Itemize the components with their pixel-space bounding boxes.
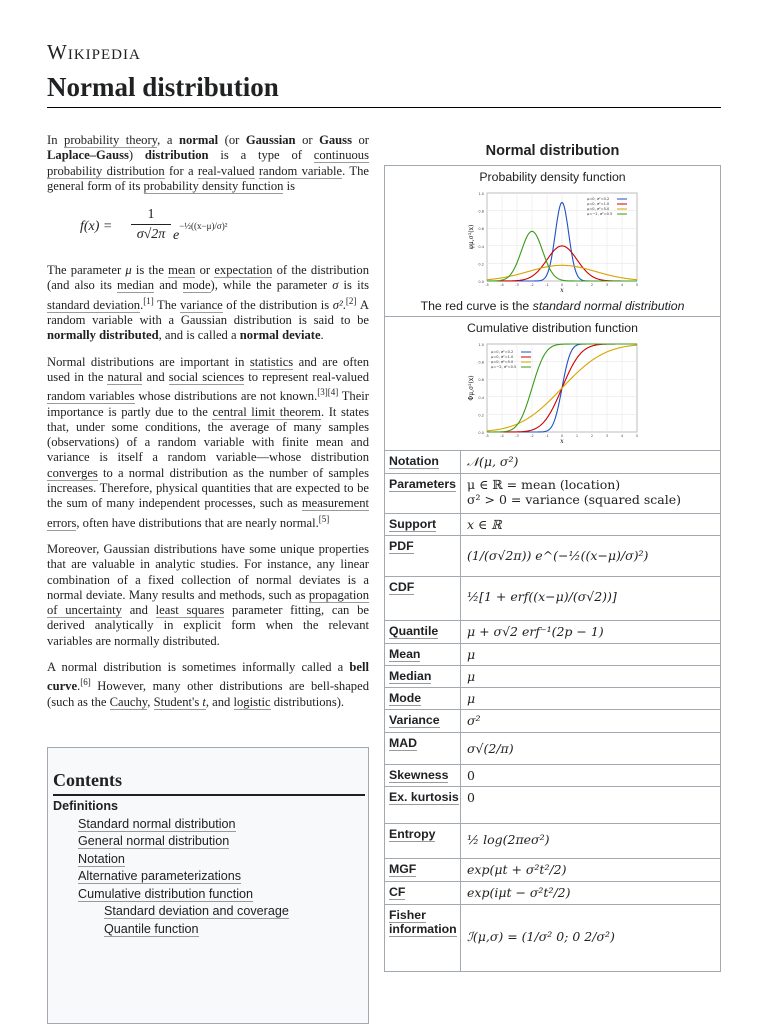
row-key — [385, 905, 461, 971]
text: , — [147, 694, 154, 709]
text: A random variable with a Gaussian distribution is said to be — [47, 297, 370, 328]
text: and are often used in the — [47, 354, 369, 384]
row-key — [385, 787, 461, 823]
row-value: (1/(σ√2π)) e^(−½((x−μ)/σ)²) — [467, 548, 649, 563]
link-probability-density-function[interactable]: probability density function — [143, 178, 284, 193]
text: t — [202, 694, 206, 709]
row-median — [385, 666, 720, 688]
row-key-label[interactable]: Ex. kurtosis — [389, 790, 459, 804]
infobox-table — [384, 165, 721, 972]
toc-item-definitions[interactable]: Definitions — [53, 799, 119, 813]
formula-e: e — [173, 228, 180, 244]
toc-item-label: Alternative parameterizations — [78, 869, 242, 883]
wordmark-text: Wikipedia — [47, 40, 141, 64]
x-tick-label: 2 — [590, 434, 594, 438]
x-axis-label: x — [560, 287, 564, 294]
text: of the distribution (and also its — [47, 263, 369, 293]
intro-paragraph-1 — [47, 133, 369, 194]
text: distributions). — [270, 694, 345, 709]
formula-exponential — [173, 219, 227, 243]
intro-paragraph-2 — [47, 263, 369, 343]
row-value: μ — [467, 691, 476, 706]
row-value: ½ log(2πeσ²) — [467, 832, 550, 847]
row-mgf — [385, 859, 720, 882]
y-axis-label: Φμ,σ²(x) — [468, 375, 475, 401]
param-sigma: σ² > 0 = variance (squared scale) — [467, 492, 681, 507]
table-of-contents — [47, 747, 369, 1024]
row-value: 0 — [467, 768, 475, 783]
symbol-sigma-squared: σ² — [332, 297, 343, 312]
title-divider — [47, 107, 721, 108]
x-tick-label: 5 — [635, 283, 639, 287]
row-key — [385, 644, 461, 665]
link-measurement-errors[interactable]: measurement errors — [47, 496, 369, 530]
cdf-chart[interactable] — [465, 338, 640, 448]
link-random-variable[interactable]: random variable — [258, 163, 343, 178]
row-key — [385, 451, 461, 473]
x-tick-label: -4 — [500, 283, 504, 287]
text: The parameter — [47, 263, 126, 278]
toc-list — [53, 798, 365, 938]
text: and — [154, 278, 183, 293]
x-tick-label: -2 — [530, 434, 534, 438]
row-value: x ∈ ℝ — [467, 517, 502, 532]
row-key-label[interactable]: Notation — [389, 454, 439, 468]
text: . — [140, 297, 144, 312]
text: (or — [218, 133, 246, 147]
row-value: 𝒩(μ, σ²) — [467, 454, 519, 469]
row-entropy — [385, 824, 720, 859]
formula-fraction — [131, 207, 171, 243]
row-key — [385, 577, 461, 620]
intro-paragraph-5 — [47, 660, 369, 710]
row-value: 0 — [467, 790, 475, 805]
x-tick-label: -3 — [515, 434, 519, 438]
infobox — [384, 133, 721, 972]
row-value: σ√(2/π) — [467, 741, 514, 756]
row-mean — [385, 644, 720, 666]
toc-title: Contents — [53, 770, 123, 790]
symbol-sigma: σ — [332, 278, 339, 293]
toc-item-label: Quantile function — [104, 921, 199, 936]
term-gaussian: Gaussian — [245, 133, 296, 147]
y-tick-label: 0.8 — [478, 360, 484, 365]
text: of the distribution is — [222, 297, 333, 312]
link-continuous-probability-distribution[interactable]: continuous probability distribution — [47, 148, 370, 178]
row-key-label[interactable]: Skewness — [389, 768, 449, 782]
row-value: μ — [467, 669, 476, 684]
text: to represent real-valued — [244, 369, 369, 384]
text: . — [320, 328, 324, 343]
term-bell-curve: bell curve — [47, 660, 369, 694]
text: A normal distribution is sometimes informally called a — [47, 660, 350, 675]
x-tick-label: 1 — [575, 283, 579, 287]
text: Normal distributions are important in — [47, 354, 250, 369]
toc-item-label: Standard normal distribution — [78, 816, 236, 831]
text: is — [283, 178, 296, 193]
link-median[interactable]: median — [117, 278, 155, 293]
row-key — [385, 882, 461, 904]
text: Moreover, Gaussian distributions have some unique properties that are valuable in analytic studies. For instance, any linear combination of a fixed collection of normal deviates is a normal deviate. Many results and methods, such as — [47, 541, 369, 602]
row-key-label[interactable]: Entropy — [389, 827, 436, 841]
citation-2[interactable]: [2] — [345, 295, 357, 306]
pdf-caption: Probability density function — [479, 170, 626, 184]
legend-label: μ=0, σ²=5.0 — [587, 207, 610, 211]
link-real-valued[interactable]: real-valued — [197, 163, 255, 178]
link-random-variables[interactable]: random variables — [47, 389, 135, 404]
row-mode — [385, 688, 720, 710]
text: and — [121, 603, 156, 618]
text: , a — [157, 133, 179, 147]
intro-paragraph-3 — [47, 355, 369, 531]
x-tick-label: 5 — [635, 434, 639, 438]
formula-numerator: 1 — [131, 207, 171, 225]
y-axis-label: φμ,σ²(x) — [468, 224, 475, 250]
text: . — [342, 297, 346, 312]
toc-item-label: Standard deviation and coverage — [104, 904, 289, 918]
y-tick-label: 0.2 — [478, 262, 484, 267]
row-key-label[interactable]: Parameters — [389, 477, 456, 491]
row-key — [385, 733, 461, 764]
row-value: μ — [467, 647, 476, 662]
text: is its — [338, 278, 369, 293]
row-key-label[interactable]: CDF — [389, 580, 415, 594]
row-key — [385, 824, 461, 858]
row-value: ℐ(μ,σ) = (1/σ² 0; 0 2/σ²) — [467, 929, 615, 944]
y-tick-label: 0.0 — [478, 431, 484, 435]
link-propagation-of-uncertainty[interactable]: propagation of uncertainty — [47, 587, 369, 618]
pdf-formula — [47, 205, 369, 253]
legend-label: μ=0, σ²=0.2 — [587, 197, 610, 201]
legend-label: μ=−2, σ²=0.5 — [587, 212, 613, 216]
x-tick-label: 3 — [605, 434, 609, 438]
term-distribution: distribution — [144, 148, 209, 163]
row-key-label[interactable]: Median — [389, 669, 432, 683]
link-central-limit-theorem[interactable]: central limit theorem — [212, 404, 321, 419]
cdf-section — [385, 317, 720, 451]
link-students-t[interactable] — [154, 695, 206, 710]
x-tick-label: 2 — [590, 283, 594, 287]
toc-item-label: Cumulative distribution function — [78, 886, 254, 901]
citation-1[interactable]: [1] — [143, 295, 154, 306]
row-key-label[interactable]: Fisher information — [389, 908, 457, 936]
x-tick-label: 0 — [560, 283, 564, 287]
y-tick-label: 0.4 — [478, 395, 484, 400]
citation-6[interactable]: [6] — [80, 677, 91, 688]
y-tick-label: 0.4 — [478, 244, 484, 249]
term-normal-deviate: normal deviate — [239, 328, 321, 343]
row-value: σ² — [467, 713, 481, 728]
text: whose distributions are not known. — [134, 389, 318, 404]
row-key-label[interactable]: MAD — [389, 736, 418, 750]
text: ), while the parameter — [210, 278, 333, 293]
y-tick-label: 0.6 — [478, 227, 484, 232]
row-key — [385, 765, 461, 786]
row-key — [385, 666, 461, 687]
x-tick-label: 4 — [620, 283, 624, 287]
legend-label: μ=0, σ²=1.0 — [587, 202, 610, 206]
row-fisher-information — [385, 905, 720, 971]
row-value: exp(iμt − σ²t²/2) — [467, 885, 571, 900]
row-key-label[interactable]: Variance — [389, 713, 440, 727]
x-axis-label: x — [560, 438, 564, 445]
pdf-chart[interactable] — [465, 187, 640, 297]
x-tick-label: -1 — [545, 283, 549, 287]
text: The red curve is the — [420, 299, 533, 313]
link-mode[interactable]: mode — [182, 278, 211, 293]
toc-item[interactable] — [53, 868, 365, 886]
row-value — [461, 474, 681, 513]
citation-3-4[interactable]: [3][4] — [317, 387, 339, 398]
x-tick-label: -5 — [485, 283, 489, 287]
page-title: Normal distribution — [47, 72, 279, 102]
legend-label: μ=0, σ²=5.0 — [491, 360, 514, 364]
link-statistics[interactable]: statistics — [249, 354, 294, 369]
toc-item-label: Notation — [78, 851, 125, 866]
text: . The general form of its — [47, 163, 369, 193]
toc-item[interactable] — [53, 833, 365, 851]
y-tick-label: 1.0 — [478, 343, 484, 347]
text: , and is called a — [158, 328, 240, 343]
y-tick-label: 0.2 — [478, 413, 484, 418]
y-tick-label: 0.8 — [478, 209, 484, 214]
link-variance[interactable]: variance — [180, 297, 223, 312]
cdf-caption: Cumulative distribution function — [467, 321, 638, 335]
pdf-section — [385, 166, 720, 317]
row-value: exp(μt + σ²t²/2) — [467, 862, 567, 877]
link-expectation[interactable]: expectation — [214, 263, 273, 278]
row-support — [385, 514, 720, 536]
citation-5[interactable]: [5] — [318, 513, 330, 524]
row-key — [385, 474, 461, 513]
y-tick-label: 0.6 — [478, 378, 484, 383]
toc-item[interactable] — [53, 921, 365, 939]
row-cf — [385, 882, 720, 905]
wikipedia-wordmark[interactable] — [47, 40, 141, 65]
row-key-label[interactable]: Mean — [389, 647, 421, 661]
toc-item[interactable] — [53, 886, 365, 904]
row-key — [385, 859, 461, 881]
toc-item[interactable] — [53, 851, 365, 869]
row-key-label[interactable]: Support — [389, 517, 437, 531]
row-key — [385, 688, 461, 709]
row-skewness — [385, 765, 720, 787]
text: Student's — [153, 694, 203, 709]
text: The — [153, 297, 181, 312]
x-tick-label: -2 — [530, 283, 534, 287]
row-key — [385, 621, 461, 643]
x-tick-label: -5 — [485, 434, 489, 438]
link-cauchy[interactable]: Cauchy — [109, 694, 148, 709]
x-tick-label: 4 — [620, 434, 624, 438]
row-pdf — [385, 536, 720, 577]
term-normal: normal — [178, 133, 219, 147]
x-tick-label: -1 — [545, 434, 549, 438]
link-converges[interactable]: converges — [47, 465, 98, 480]
link-least-squares[interactable]: least squares — [155, 603, 225, 618]
row-quantile — [385, 621, 720, 644]
text: . — [77, 679, 81, 694]
row-mad — [385, 733, 720, 765]
row-notation — [385, 451, 720, 474]
x-tick-label: -4 — [500, 434, 504, 438]
link-natural[interactable]: natural — [107, 369, 143, 384]
link-logistic[interactable]: logistic — [233, 694, 271, 709]
text: or — [351, 133, 369, 147]
row-key — [385, 514, 461, 535]
row-ex-kurtosis — [385, 787, 720, 824]
term-laplace-gauss: Laplace–Gauss — [47, 148, 129, 163]
row-parameters — [385, 474, 720, 514]
infobox-title: Normal distribution — [485, 143, 620, 159]
term-normally-distributed: normally distributed — [47, 328, 159, 343]
text: to a normal distribution as the number of samples increases. Therefore, physical quantities that are expected to be the sum of many independent processes, such as — [47, 465, 369, 511]
toc-divider — [53, 794, 365, 796]
text: In — [47, 133, 65, 147]
text: , often have distributions that are nearly normal. — [76, 515, 319, 530]
formula-denominator: σ√2π — [136, 227, 166, 243]
text: ) — [128, 148, 145, 163]
x-tick-label: -3 — [515, 283, 519, 287]
intro-paragraph-4 — [47, 542, 369, 649]
toc-item[interactable] — [53, 903, 365, 921]
legend-label: μ=0, σ²=0.2 — [491, 350, 514, 354]
row-key-label[interactable]: CF — [389, 885, 406, 899]
text: for a — [164, 163, 198, 178]
row-cdf — [385, 577, 720, 621]
toc-item[interactable] — [53, 816, 365, 834]
text: is a type of — [208, 148, 314, 163]
text: parameter fitting, can be derived analytically in explicit form when the relevant variables are normally distributed. — [47, 603, 369, 648]
text: or — [295, 133, 320, 147]
row-key-label[interactable]: Mode — [389, 691, 422, 705]
text: , and — [205, 694, 234, 709]
link-probability-theory[interactable]: probability theory — [64, 133, 158, 147]
legend-label: μ=−2, σ²=0.5 — [491, 365, 517, 369]
toc-item-label: General normal distribution — [78, 834, 230, 848]
row-variance — [385, 710, 720, 733]
formula-lhs: f(x) = — [80, 219, 113, 235]
text: Their importance is partly due to the — [47, 389, 370, 419]
link-standard-deviation[interactable]: standard deviation — [47, 297, 141, 312]
formula-exponent: −½((x−μ)/σ)² — [179, 221, 228, 232]
y-tick-label: 0.0 — [478, 280, 484, 284]
row-key — [385, 710, 461, 732]
text: is the — [131, 263, 169, 278]
text: . It states that, under some conditions, the average of many samples (observations) of a random variable with finite mean and variance is itself a random variable—whose distribution — [47, 404, 370, 465]
text: However, many other distributions are bell-shaped (such as the — [47, 679, 369, 709]
link-standard-normal[interactable]: standard normal distribution — [532, 299, 685, 313]
pdf-note — [385, 299, 720, 313]
row-value: ½[1 + erf((x−μ)/(σ√2))] — [467, 589, 617, 604]
row-value: μ + σ√2 erf⁻¹(2p − 1) — [467, 624, 604, 639]
x-tick-label: 1 — [575, 434, 579, 438]
text: and — [142, 369, 169, 384]
legend-label: μ=0, σ²=1.0 — [491, 355, 514, 359]
x-tick-label: 0 — [560, 434, 564, 438]
row-key — [385, 536, 461, 576]
param-mu: μ ∈ ℝ = mean (location) — [467, 477, 621, 492]
row-key-label[interactable]: Quantile — [389, 624, 439, 638]
link-social-sciences[interactable]: social sciences — [168, 369, 245, 384]
row-key-label[interactable]: PDF — [389, 539, 414, 553]
article-body — [47, 133, 369, 721]
row-key-label[interactable]: MGF — [389, 862, 417, 876]
link-mean[interactable]: mean — [168, 263, 196, 278]
symbol-mu: μ — [125, 263, 132, 278]
y-tick-label: 1.0 — [478, 192, 484, 196]
text: or — [195, 263, 215, 278]
term-gauss: Gauss — [319, 133, 352, 147]
x-tick-label: 3 — [605, 283, 609, 287]
